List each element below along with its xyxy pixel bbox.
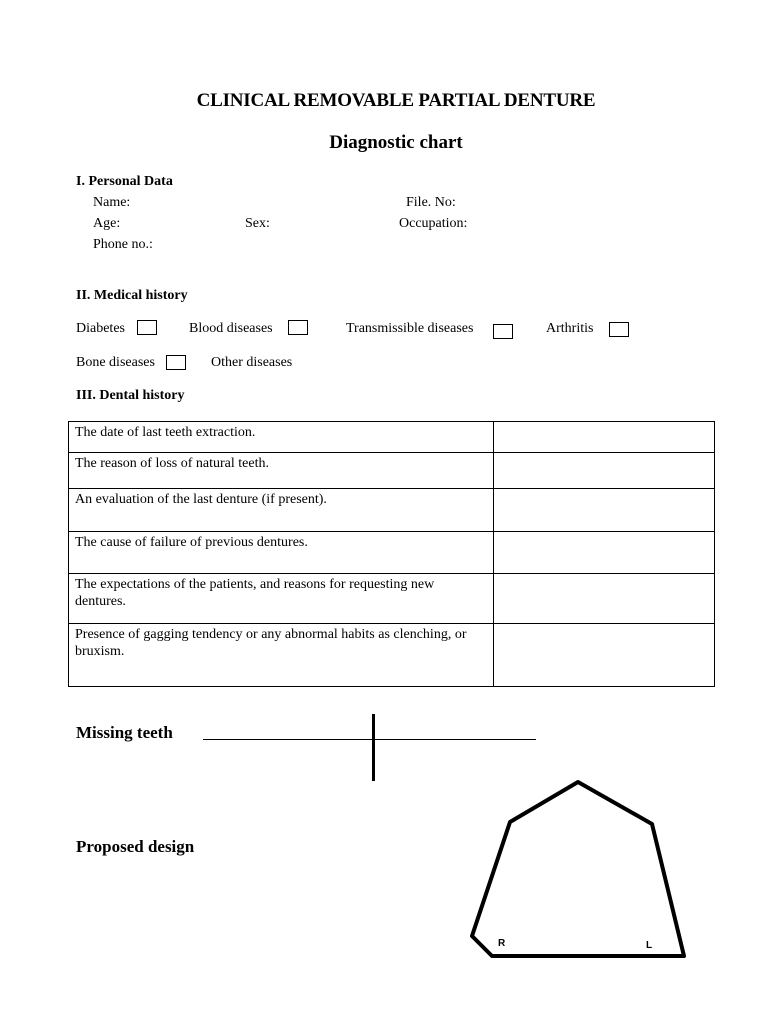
occupation-field-label[interactable]: Occupation:	[399, 216, 468, 231]
sex-field-label[interactable]: Sex:	[245, 216, 270, 231]
table-row	[69, 574, 715, 624]
proposed-design-label: Proposed design	[76, 837, 195, 856]
page-title: CLINICAL REMOVABLE PARTIAL DENTURE	[196, 90, 596, 111]
other-diseases-label: Other diseases	[211, 355, 293, 370]
dental-answer-cell[interactable]	[494, 624, 715, 687]
arthritis-checkbox[interactable]	[609, 322, 629, 337]
missing-teeth-midline	[372, 714, 375, 781]
transmissible-diseases-checkbox[interactable]	[493, 324, 513, 339]
table-row	[69, 624, 715, 687]
dental-history-heading: III. Dental history	[76, 388, 185, 403]
dental-arch-diagram[interactable]	[466, 776, 690, 962]
dental-question-cell: The expectations of the patients, and reasons for requesting new dentures.	[69, 574, 494, 624]
dental-answer-cell[interactable]	[494, 489, 715, 532]
dental-answer-cell[interactable]	[494, 453, 715, 489]
medical-history-heading: II. Medical history	[76, 288, 188, 303]
dental-question-cell: The reason of loss of natural teeth.	[69, 453, 494, 489]
left-side-marker: L	[646, 940, 653, 951]
transmissible-diseases-label: Transmissible diseases	[346, 321, 474, 336]
name-field-label[interactable]: Name:	[93, 195, 131, 210]
diabetes-checkbox[interactable]	[137, 320, 157, 335]
dental-question-cell: An evaluation of the last denture (if present).	[69, 489, 494, 532]
dental-question-cell: The date of last teeth extraction.	[69, 422, 494, 453]
arch-outline	[472, 782, 684, 956]
bone-diseases-label: Bone diseases	[76, 355, 155, 370]
dental-answer-cell[interactable]	[494, 422, 715, 453]
phone-field-label[interactable]: Phone no.:	[93, 237, 153, 252]
dental-answer-cell[interactable]	[494, 532, 715, 574]
table-row	[69, 489, 715, 532]
table-row	[69, 422, 715, 453]
page-subtitle: Diagnostic chart	[329, 132, 463, 153]
personal-data-heading: I. Personal Data	[76, 174, 173, 189]
dental-history-table	[68, 421, 715, 687]
arthritis-label: Arthritis	[546, 321, 594, 336]
blood-diseases-checkbox[interactable]	[288, 320, 308, 335]
dental-question-cell: The cause of failure of previous dentures.	[69, 532, 494, 574]
blood-diseases-label: Blood diseases	[189, 321, 273, 336]
right-side-marker: R	[498, 938, 506, 949]
missing-teeth-label: Missing teeth	[76, 723, 173, 742]
bone-diseases-checkbox[interactable]	[166, 355, 186, 370]
table-row	[69, 453, 715, 489]
dental-answer-cell[interactable]	[494, 574, 715, 624]
age-field-label[interactable]: Age:	[93, 216, 121, 231]
dental-question-cell: Presence of gagging tendency or any abnormal habits as clenching, or bruxism.	[69, 624, 494, 687]
table-row	[69, 532, 715, 574]
diabetes-label: Diabetes	[76, 321, 125, 336]
missing-teeth-horizontal-line	[203, 739, 536, 740]
file-no-field-label[interactable]: File. No:	[406, 195, 456, 210]
